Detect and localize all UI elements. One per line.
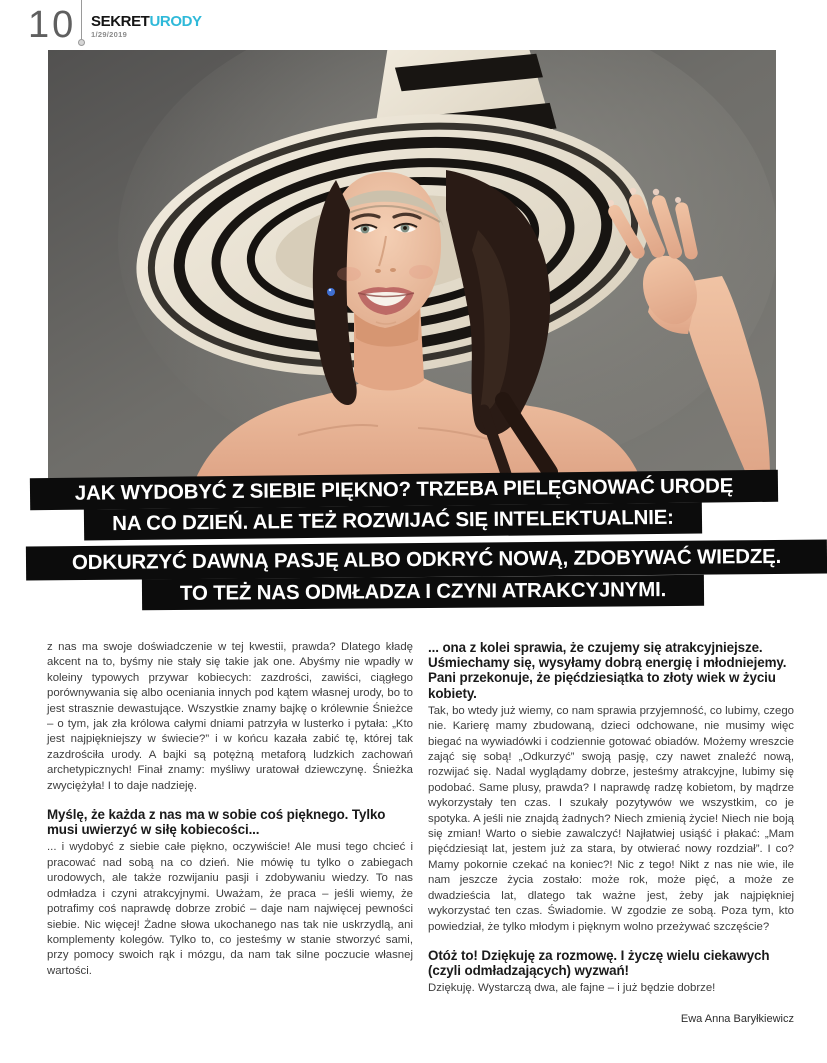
masthead-title: [91, 14, 202, 29]
pull-quote-line-2: NA CO DZIEŃ. ALE TEŻ ROZWIJAĆ SIĘ INTELEKTUALNIE:: [84, 502, 702, 540]
hero-photo: [48, 50, 776, 478]
masthead: [91, 14, 202, 39]
pull-quote-line-4: TO TEŻ NAS ODMŁADZA I CZYNI ATRAKCYJNYMI.: [142, 575, 704, 610]
author-byline: Ewa Anna Baryłkiewicz: [680, 1012, 794, 1025]
pull-quote-line-3: ODKURZYĆ DAWNĄ PASJĘ ALBO ODKRYĆ NOWĄ, ZDOBYWAĆ WIEDZĘ.: [26, 540, 827, 581]
section-heading: Otóż to! Dziękuję za rozmowę. I życzę wielu ciekawych (czyli odmładzających) wyzwań!: [428, 947, 770, 979]
masthead-title-black: SEKRET: [91, 13, 150, 30]
paragraph: Dziękuję. Wystarczą dwa, ale fajne – i już będzie dobrze!: [428, 982, 716, 995]
article-column-left: [47, 640, 413, 979]
section-heading: Myślę, że każda z nas ma w sobie coś pięknego. Tylko musi uwierzyć w siłę kobiecości...: [47, 807, 386, 838]
paragraph: z nas ma swoje doświadczenie w tej kwestii, prawda? Dlatego kładę akcent na to, byśmy nie stały się takie jak one. Abyśmy nie wpadły w koleiny typowych przywar kobiecych: zazdrości, zawiści, ciągłego porównywania się albo oceniania innych pod kątem własnej urody, bo to jest strasznie dewastujące. Wszystkie znamy bajkę o królewnie Śnieżce – o tym, jak zła królowa całymi dniami patrzyła w lusterko i pytała: „Kto jest najpiękniejszy w świecie?” i w końcu kazała zabić tę, której tak zazdrościła urody. A bajki są potężną metaforą ludzkich zachowań archetypicznych! Finał znamy: myśliwy uratował dziewczynę. Śnieżka zwyciężyła! I to daje nadzieję.: [47, 641, 413, 792]
portrait-illustration: [48, 50, 776, 478]
header-divider-dot: [78, 39, 85, 46]
pull-quote-line-1: JAK WYDOBYĆ Z SIEBIE PIĘKNO? TRZEBA PIELĘGNOWAĆ URODĘ: [30, 470, 778, 510]
header-divider-line: [81, 0, 82, 40]
section-heading: ... ona z kolei sprawia, że czujemy się atrakcyjniejsze. Uśmiechamy się, wysyłamy dobrą energię i młodniejemy. Pani przekonuje, że pięćdziesiątka to złoty wiek w życiu kobiety.: [428, 640, 787, 701]
article-column-right: [428, 640, 794, 1027]
paragraph: Tak, bo wtedy już wiemy, co nam sprawia przyjemność, co lubimy, czego nie. Karierę mamy zbudowaną, dzieci odchowane, nie musimy więc biegać na wywiadówki i codziennie gotować obiadów. Możemy wreszcie zająć się sobą! „Odkurzyć” swoją pasję, czy nawet znaleźć nową, rozwijać się. Nadal wyglądamy dobrze, jesteśmy atrakcyjne, lubimy się podobać. Same plusy, prawda? I naprawdę radzę kobietom, by mądrze wykorzystały ten czas. I szukały pozytywów we wszystkim, co je spotyka. A jeśli nie znajdą żadnych? Niech zmienią życie! Niech nie boją się zmian! Warto o siebie zawalczyć! Najłatwiej usiąść i płakać: „Mam pięćdziesiąt lat, jestem już za stara, by otwierać nowy rozdział”. I co? Mamy pokornie czekać na koniec?! Nic z tego! Nikt z nas nie wie, ile nam jeszcze życia zostało: może rok, może pięć, a może ze dwadzieścia lat, dlatego tak ważne jest, żeby jak najpiękniej wykorzystać ten czas. Świadomie. W zgodzie ze sobą. Poza tym, kto powiedział, że tylko młodym i pięknym wolno przeżywać szczęście?: [428, 704, 794, 933]
page-number: 10: [28, 4, 77, 46]
issue-date: 1/29/2019: [91, 30, 128, 39]
earring: [327, 288, 335, 296]
paragraph: ... i wydobyć z siebie całe piękno, oczywiście! Ale musi tego chcieć i pracować nad sobą na co dzień. Nie mówię tu tylko o zabiegach urodowych, ale także rozwijaniu pasji i zdobywaniu wiedzy. To nas odmładza i czyni atrakcyjnymi. Uważam, że praca – jeśli wiemy, że potrafimy coś naprawdę dobrze zrobić – daje nam najwięcej pewności siebie. Nic więcej! Żadne słowa ukochanego nas tak nie uskrzydlą, ani komplementy kolegów. Tylko to, co jesteśmy w stanie stworzyć sami, przy pomocy swoich rąk i mózgu, da nam tak silne poczucie własnej wartości.: [47, 841, 413, 977]
masthead-title-accent: URODY: [149, 13, 202, 30]
